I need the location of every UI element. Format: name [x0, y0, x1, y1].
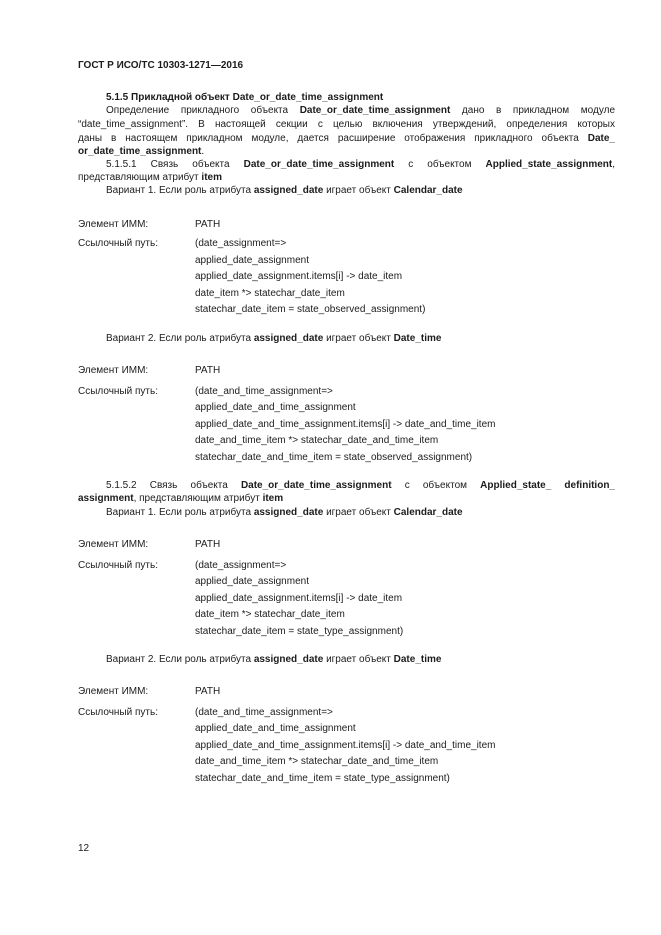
s2-v1-path-line: (date_assignment=>: [195, 560, 287, 571]
s1-v1-path-line: date_item *> statechar_date_item: [195, 288, 345, 299]
s1-v1-path-line: applied_date_assignment: [195, 255, 309, 266]
s2-v2-path-line: date_and_time_item *> statechar_date_and_time_item: [195, 756, 439, 767]
s1-v2-path-line: (date_and_time_assignment=>: [195, 386, 333, 397]
s1-v2-path-line: date_and_time_item *> statechar_date_and_time_item: [195, 435, 439, 446]
s1-v2-path-line: applied_date_and_time_assignment: [195, 402, 356, 413]
document-header: ГОСТ Р ИСО/ТС 10303-1271—2016: [78, 60, 244, 71]
s2-v2-path-label: Ссылочный путь:: [78, 707, 158, 718]
s2-v2-path-line: applied_date_and_time_assignment.items[i] -> date_and_time_item: [195, 740, 496, 751]
section-paragraph-line-3: даны в настоящем прикладном модуле, дается расширение отображения прикладного объекта Date_: [78, 133, 615, 144]
s2-v2-element-value: PATH: [195, 686, 221, 697]
s2-v1-path-line: statechar_date_item = state_type_assignment): [195, 626, 404, 637]
s1-v1-element-value: PATH: [195, 219, 221, 230]
s1-v1-path-line: statechar_date_item = state_observed_assignment): [195, 304, 426, 315]
s1-v2-path-line: statechar_date_and_time_item = state_observed_assignment): [195, 452, 473, 463]
s2-v2-path-line: applied_date_and_time_assignment: [195, 723, 356, 734]
section-paragraph-line-4: or_date_time_assignment.: [78, 146, 205, 157]
subsection-2-heading: 5.1.5.2 Связь объекта Date_or_date_time_assignment с объектом Applied_state_ definition_: [106, 480, 615, 491]
s1-v1-element-label: Элемент ИММ:: [78, 219, 149, 230]
s2-variant-2-title: Вариант 2. Если роль атрибута assigned_date играет объект Date_time: [106, 654, 442, 665]
s2-v1-path-line: date_item *> statechar_date_item: [195, 609, 345, 620]
s1-v2-element-value: PATH: [195, 365, 221, 376]
subsection-2-heading-line-2: assignment, представляющим атрибут item: [78, 493, 284, 504]
s2-v1-path-line: applied_date_assignment: [195, 576, 309, 587]
s2-v2-path-line: statechar_date_and_time_item = state_type_assignment): [195, 773, 450, 784]
s1-variant-2-title: Вариант 2. Если роль атрибута assigned_date играет объект Date_time: [106, 333, 442, 344]
s2-v1-element-label: Элемент ИММ:: [78, 539, 149, 550]
s2-v1-path-label: Ссылочный путь:: [78, 560, 158, 571]
s2-v2-path-line: (date_and_time_assignment=>: [195, 707, 333, 718]
page-number: 12: [78, 843, 90, 854]
section-paragraph-line-2: “date_time_assignment”. В настоящей секции с целью включения утверждений, определения которых: [78, 119, 615, 130]
s2-variant-1-title: Вариант 1. Если роль атрибута assigned_date играет объект Calendar_date: [106, 507, 463, 518]
s1-v2-element-label: Элемент ИММ:: [78, 365, 149, 376]
s1-variant-1-title: Вариант 1. Если роль атрибута assigned_date играет объект Calendar_date: [106, 185, 463, 196]
section-paragraph-line-1: Определение прикладного объекта Date_or_date_time_assignment дано в прикладном модуле: [106, 105, 615, 116]
s2-v1-element-value: PATH: [195, 539, 221, 550]
s1-v2-path-label: Ссылочный путь:: [78, 386, 158, 397]
s1-v1-path-label: Ссылочный путь:: [78, 238, 158, 249]
subsection-1-heading-line-2: представляющим атрибут item: [78, 172, 222, 183]
s1-v1-path-line: applied_date_assignment.items[i] -> date_item: [195, 271, 403, 282]
s2-v2-element-label: Элемент ИММ:: [78, 686, 149, 697]
s1-v2-path-line: applied_date_and_time_assignment.items[i] -> date_and_time_item: [195, 419, 496, 430]
s2-v1-path-line: applied_date_assignment.items[i] -> date_item: [195, 593, 403, 604]
section-title: 5.1.5 Прикладной объект Date_or_date_time_assignment: [106, 92, 384, 103]
s1-v1-path-line: (date_assignment=>: [195, 238, 287, 249]
subsection-1-heading: 5.1.5.1 Связь объекта Date_or_date_time_assignment с объектом Applied_state_assignment,: [106, 159, 615, 170]
